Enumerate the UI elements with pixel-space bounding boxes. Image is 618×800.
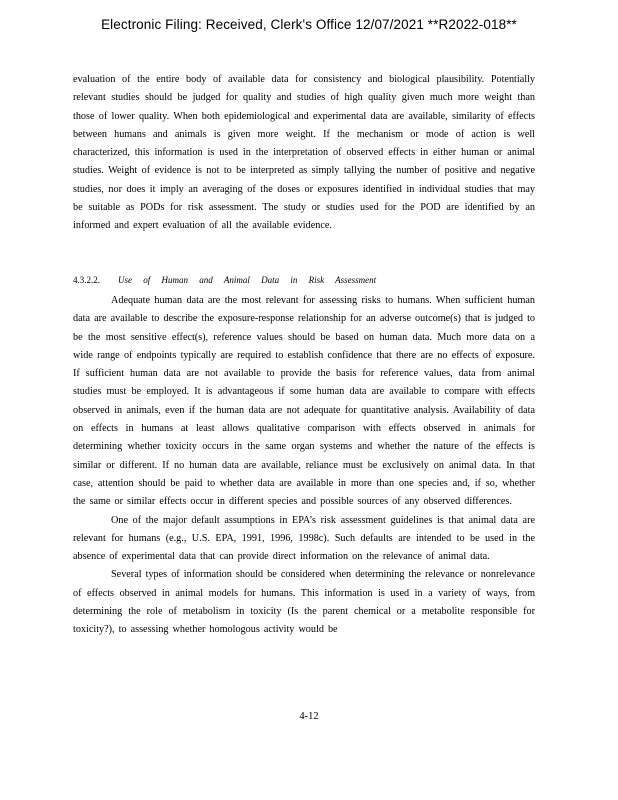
section-number: 4.3.2.2. [73, 275, 100, 285]
section-heading [73, 273, 376, 287]
paragraph-text: evaluation of the entire body of available data for consistency and biological plausibility. Potentially relevant studies should be judged for quality and studies of high quality given much more weight than those of lower quality. When both epidemiological and experimental data are available, similarity of effects between humans and animals is given more weight. If the mechanism or mode of action is well characterized, this information is used in the interpretation of observed effects in either human or animal studies. Weight of evidence is not to be interpreted as simply tallying the number of positive and negative studies, nor does it imply an averaging of the doses or exposures identified in individual studies that may be suitable as PODs for risk assessment. The study or studies used for the POD are identified by an informed and expert evaluation of all the available evidence. [73, 74, 535, 232]
paragraph-human-data: Adequate human data are the most relevant for assessing risks to humans. When sufficient human data are available to describe the exposure-response relationship for an adverse outcome(s) that is judged to be the most sensitive effect(s), reference values should be based on human data. Much more data on a wide range of endpoints typically are required to establish confidence that there are no effects of exposure. If sufficient human data are not available to provide the basis for reference values, data from animal studies must be employed. It is advantageous if some human data are available to compare with effects observed in animals, even if the human data are not adequate for quantitative analysis. Availability of data on effects in humans at least allows qualitative comparison with effects observed in animals for determining whether toxicity occurs in the same organ systems and whether the nature of the effects is similar or different. If no human data are available, reliance must be exclusively on animal data. In that case, attention should be paid to whether data are available in more than one species and, if so, whether the same or similar effects occur in different species and possible sources of any observed differences. [73, 295, 535, 508]
section-body [73, 292, 535, 640]
paragraph-relevance-information: Several types of information should be considered when determining the relevance or nonrelevance of effects observed in animal models for humans. This information is used in a variety of ways, from determining the role of metabolism in toxicity (Is the parent chemical or a metabolite responsible for toxicity?), to assessing whether homologous activity would be [73, 569, 535, 636]
page-number: 4-12 [299, 711, 319, 722]
body-paragraph-weight-of-evidence [73, 71, 535, 236]
paragraph-default-assumptions: One of the major default assumptions in EPA’s risk assessment guidelines is that animal data are relevant for humans (e.g., U.S. EPA, 1991, 1996, 1998c). Such defaults are intended to be used in the absence of experimental data that can provide direct information on the relevance of animal data. [73, 514, 535, 563]
section-title: Use of Human and Animal Data in Risk Assessment [118, 275, 377, 285]
filing-stamp-header: Electronic Filing: Received, Clerk's Office 12/07/2021 **R2022-018** [101, 17, 517, 32]
